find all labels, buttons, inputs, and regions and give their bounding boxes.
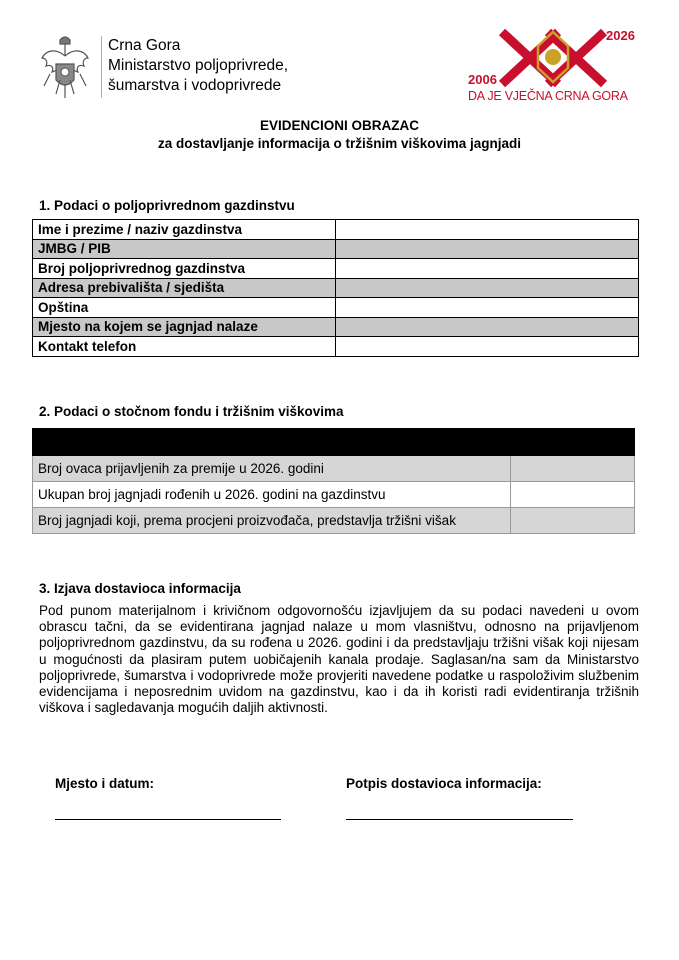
jmbg-pib-field[interactable] xyxy=(336,239,639,259)
municipality-field[interactable] xyxy=(336,298,639,318)
table-row xyxy=(33,278,639,298)
place-date-label: Mjesto i datum: xyxy=(55,776,155,791)
row-label: Broj jagnjadi koji, prema procjeni proizvođača, predstavlja tržišni višak xyxy=(33,508,511,534)
table-row xyxy=(33,337,639,357)
section3-heading: 3. Izjava dostavioca informacija xyxy=(39,581,241,596)
table-header-row xyxy=(33,429,635,456)
jubilee-year-end: 2026 xyxy=(606,28,635,43)
row-label: Broj poljoprivrednog gazdinstva xyxy=(33,259,336,279)
declaration-text: Pod punom materijalnom i krivičnom odgovornošću izjavljujem da su podaci navedeni u ovom obrascu tačni, da se evidentirana jagnjad nalaze u mom vlasništvu, odnosno na prijavljenom poljoprivrednom gazdinstvu, da su rođena u 2026. godini i da predstavljaju tržišni višak koji nijesam u mogućnosti da plasiram putem uobičajenih kanala prodaje. Saglasan/na sam da Ministarstvo poljoprivrede, šumarstva i vodoprivrede može provjeriti navedene podatke u raspoloživim službenim evidencijama i neposrednim uvidom na gazdinstvu, kao i da ih koristi radi evidentiranja tržišnih viškova i sagledavanja mogućih daljih aktivnosti. xyxy=(39,603,639,716)
jubilee-year-start: 2006 xyxy=(468,72,497,87)
jubilee-logo xyxy=(466,24,644,108)
address-field[interactable] xyxy=(336,278,639,298)
form-title: EVIDENCIONI OBRAZAC xyxy=(259,118,419,133)
signer-label: Potpis dostavioca informacija: xyxy=(346,776,542,791)
row-label: Mjesto na kojem se jagnjad nalaze xyxy=(33,317,336,337)
farm-data-table xyxy=(32,219,639,357)
row-label: JMBG / PIB xyxy=(33,239,336,259)
phone-field[interactable] xyxy=(336,337,639,357)
table-row xyxy=(33,482,635,508)
lamb-location-field[interactable] xyxy=(336,317,639,337)
jubilee-motto: DA JE VJEČNA CRNA GORA xyxy=(468,89,628,103)
ewes-count-field[interactable] xyxy=(511,456,635,482)
org-line-country: Crna Gora xyxy=(108,37,181,54)
row-label: Ime i prezime / naziv gazdinstva xyxy=(33,220,336,240)
header-divider xyxy=(101,36,102,98)
org-line-ministry: Ministarstvo poljoprivrede, xyxy=(108,57,289,74)
table-row xyxy=(33,508,635,534)
table-row xyxy=(33,239,639,259)
eagle-emblem-icon xyxy=(545,49,561,65)
org-line-ministry-cont: šumarstva i vodoprivrede xyxy=(108,77,282,94)
lambs-born-field[interactable] xyxy=(511,482,635,508)
name-field[interactable] xyxy=(336,220,639,240)
table-header-cell xyxy=(33,429,635,456)
row-label: Kontakt telefon xyxy=(33,337,336,357)
table-row xyxy=(33,456,635,482)
livestock-table xyxy=(32,428,635,534)
signature-line[interactable] xyxy=(346,819,573,820)
form-subtitle: za dostavljanje informacija o tržišnim viškovima jagnjadi xyxy=(157,136,522,151)
table-row xyxy=(33,317,639,337)
table-row xyxy=(33,220,639,240)
section1-heading: 1. Podaci o poljoprivrednom gazdinstvu xyxy=(39,198,295,213)
table-row xyxy=(33,298,639,318)
coat-of-arms-icon xyxy=(38,34,92,100)
row-label: Ukupan broj jagnjadi rođenih u 2026. godini na gazdinstvu xyxy=(33,482,511,508)
ministry-name xyxy=(108,36,288,96)
farm-number-field[interactable] xyxy=(336,259,639,279)
section2-heading: 2. Podaci o stočnom fondu i tržišnim viškovima xyxy=(39,404,344,419)
row-label: Broj ovaca prijavljenih za premije u 2026. godini xyxy=(33,456,511,482)
table-row xyxy=(33,259,639,279)
surplus-lambs-field[interactable] xyxy=(511,508,635,534)
place-date-line[interactable] xyxy=(55,819,281,820)
row-label: Adresa prebivališta / sjedišta xyxy=(33,278,336,298)
row-label: Opština xyxy=(33,298,336,318)
